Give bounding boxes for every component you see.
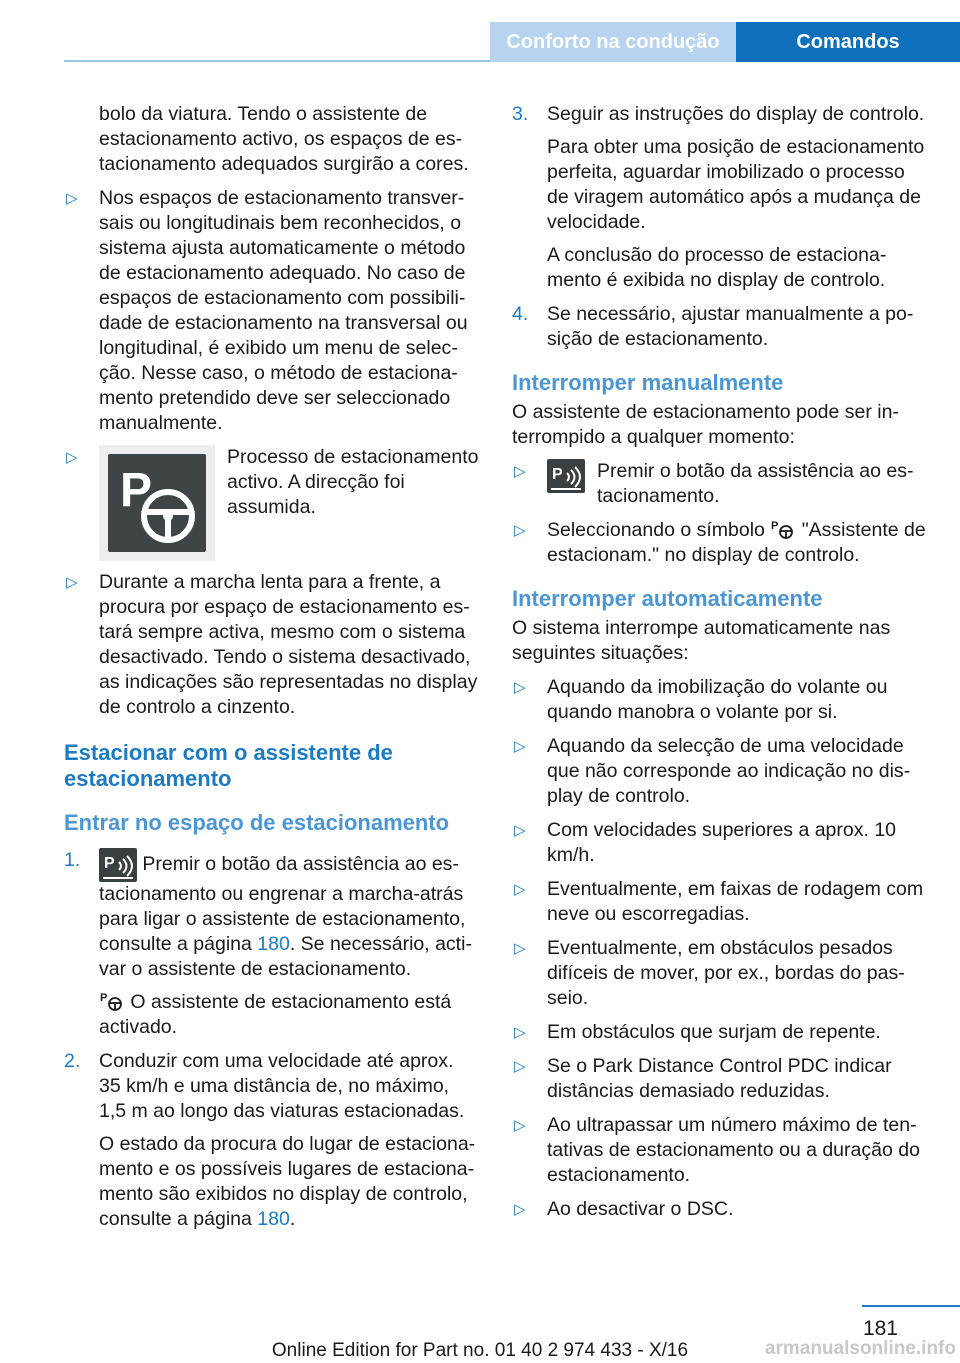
bullet-text: Em obstáculos que surjam de repente. [547,1021,881,1043]
parking-assistant-button-icon [99,848,137,882]
svg-text:P: P [104,855,115,872]
step-text: Se necessário, ajustar manualmente a posição de estacionamento. [547,303,914,350]
list-item [512,102,928,293]
parking-assistant-symbol-icon [770,518,796,540]
step-subtext: A conclusão do processo de estacionamento é exibida no display de controlo. [547,244,887,291]
list-item [512,1197,928,1222]
step-text: Conduzir com uma velocidade até aprox. 35 km/h e uma distância de, no máximo, 1,5 m ao longo das viaturas estacionadas. [99,1050,465,1122]
section-heading: Estacionar com o assistente de estacionamento [64,740,393,791]
list-item [64,848,480,1040]
paragraph: O assistente de estacionamento pode ser interrompido a qualquer momento: [512,401,899,448]
page-link[interactable]: 180 [257,933,290,955]
bullet-text: Se o Park Distance Control PDC indicar distâncias demasiado reduzidas. [547,1055,892,1102]
bullet-marker-icon: ▷ [514,1058,526,1075]
step-subtext: O estado da procura do lugar de estacionamento e os possíveis lugares de estacionamento são exibidos no display de controlo, consulte a página [99,1133,476,1230]
step-number: 3. [512,103,529,125]
step-text: Seguir as instruções do display de controlo. [547,103,925,125]
bullet-marker-icon: ▷ [514,881,526,898]
list-item [64,186,480,436]
bullet-text: Eventualmente, em obstáculos pesados difíceis de mover, por ex., bordas do passeio. [547,937,905,1009]
header-chapter-tab: Comandos [736,22,960,62]
bullet-marker-icon: ▷ [66,449,78,466]
bullet-marker-icon: ▷ [514,1117,526,1134]
page-number: 181 [862,1317,898,1340]
paragraph: O sistema interrompe automaticamente nas seguintes situações: [512,617,891,664]
parking-assistant-symbol-icon [99,990,125,1012]
step-subtext: Para obter uma posição de estacionamento perfeita, aguardar imobilizado o processo de viragem automático após a mudança de velocidade. [547,136,925,233]
list-item [512,734,928,809]
bullet-text: "Assistente de estacionam." no display de controlo. [547,519,926,566]
list-item [64,570,480,720]
list-item [512,459,928,509]
bullet-marker-icon: ▷ [66,574,78,591]
bullet-marker-icon: ▷ [514,522,526,539]
subsection-heading: Entrar no espaço de estacionamento [64,810,450,835]
svg-text:P: P [771,520,779,532]
list-item [64,445,480,561]
watermark: armanualsonline.info [764,1338,956,1359]
bullet-text: Premir o botão da assistência ao estacionamento. [597,460,914,507]
parking-assistant-button-icon [547,459,585,493]
svg-text:P: P [120,464,153,517]
intro-paragraph: bolo da viatura. Tendo o assistente de estacionamento activo, os espaços de estacionamento adequados surgirão a cores. [99,103,469,175]
step-number: 1. [64,849,81,871]
step-text: . Se necessário, activar o assistente de estacionamento. [99,933,472,980]
bullet-text: Aquando da imobilização do volante ou quando manobra o volante por si. [547,676,888,723]
bullet-marker-icon: ▷ [514,679,526,696]
bullet-marker-icon: ▷ [514,1024,526,1041]
footer-rule [862,1305,960,1307]
step-number: 4. [512,303,529,325]
list-item [512,818,928,868]
left-column [64,102,480,1241]
bullet-text: Ao ultrapassar um número máximo de tentativas de estacionamento ou a duração do estacionamento. [547,1114,920,1186]
bullet-marker-icon: ▷ [514,940,526,957]
svg-text:P: P [552,466,563,483]
bullet-marker-icon: ▷ [514,1201,526,1218]
header-section-tab: Conforto na condução [490,22,736,62]
bullet-text: Seleccionando o símbolo [547,519,771,541]
list-item [512,1054,928,1104]
edition-line: Online Edition for Part no. 01 40 2 974 433 - X/16 [271,1340,689,1361]
list-item [512,1113,928,1188]
bullet-marker-icon: ▷ [514,738,526,755]
step-subtext: O assistente de estacionamento está activado. [99,991,452,1038]
list-item [64,1049,480,1232]
parking-steering-icon [99,445,215,561]
list-item [512,936,928,1011]
bullet-text: Eventualmente, em faixas de rodagem com neve ou escorregadias. [547,878,924,925]
subsection-heading: Interromper manualmente [512,370,784,395]
bullet-text: Durante a marcha lenta para a frente, a procura por espaço de estacionamento estará sempre activa, mesmo com o sistema desactivado. Tendo o sistema desactivado, as indicações são representadas no display de controlo a cinzento. [99,571,478,718]
page-link[interactable]: 180 [257,1208,290,1230]
bullet-text: Com velocidades superiores a aprox. 10 km/h. [547,819,897,866]
right-column [512,102,928,1231]
bullet-marker-icon: ▷ [514,463,526,480]
list-item [512,302,928,352]
step-text: Premir o botão da assistência ao estacionamento ou engrenar a marcha-atrás para ligar o assistente de estacionamento, consulte a página [99,853,466,955]
list-item [512,1020,928,1045]
bullet-text: Processo de estacionamento activo. A direcção foi assumida. [227,446,479,518]
bullet-text: Aquando da selecção de uma velocidade que não corresponde ao indicação no display de controlo. [547,735,911,807]
list-item [512,518,928,568]
step-subtext-end: . [289,1208,296,1230]
bullet-marker-icon: ▷ [66,190,78,207]
step-number: 2. [64,1050,81,1072]
subsection-heading: Interromper automaticamente [512,586,823,611]
bullet-marker-icon: ▷ [514,822,526,839]
bullet-text: Nos espaços de estacionamento transversais ou longitudinais bem reconhecidos, o sistema ajusta automaticamente o método de estacionamento adequado. No caso de espaços de estacionamento com possibilidade de estacionamento na transversal ou longitudinal, é exibido um menu de selecção. Nesse caso, o método de estacionamento pretendido deve ser seleccionado manualmente. [99,187,468,434]
list-item [512,675,928,725]
bullet-text: Ao desactivar o DSC. [547,1198,734,1220]
list-item [512,877,928,927]
svg-text:P: P [100,992,108,1004]
